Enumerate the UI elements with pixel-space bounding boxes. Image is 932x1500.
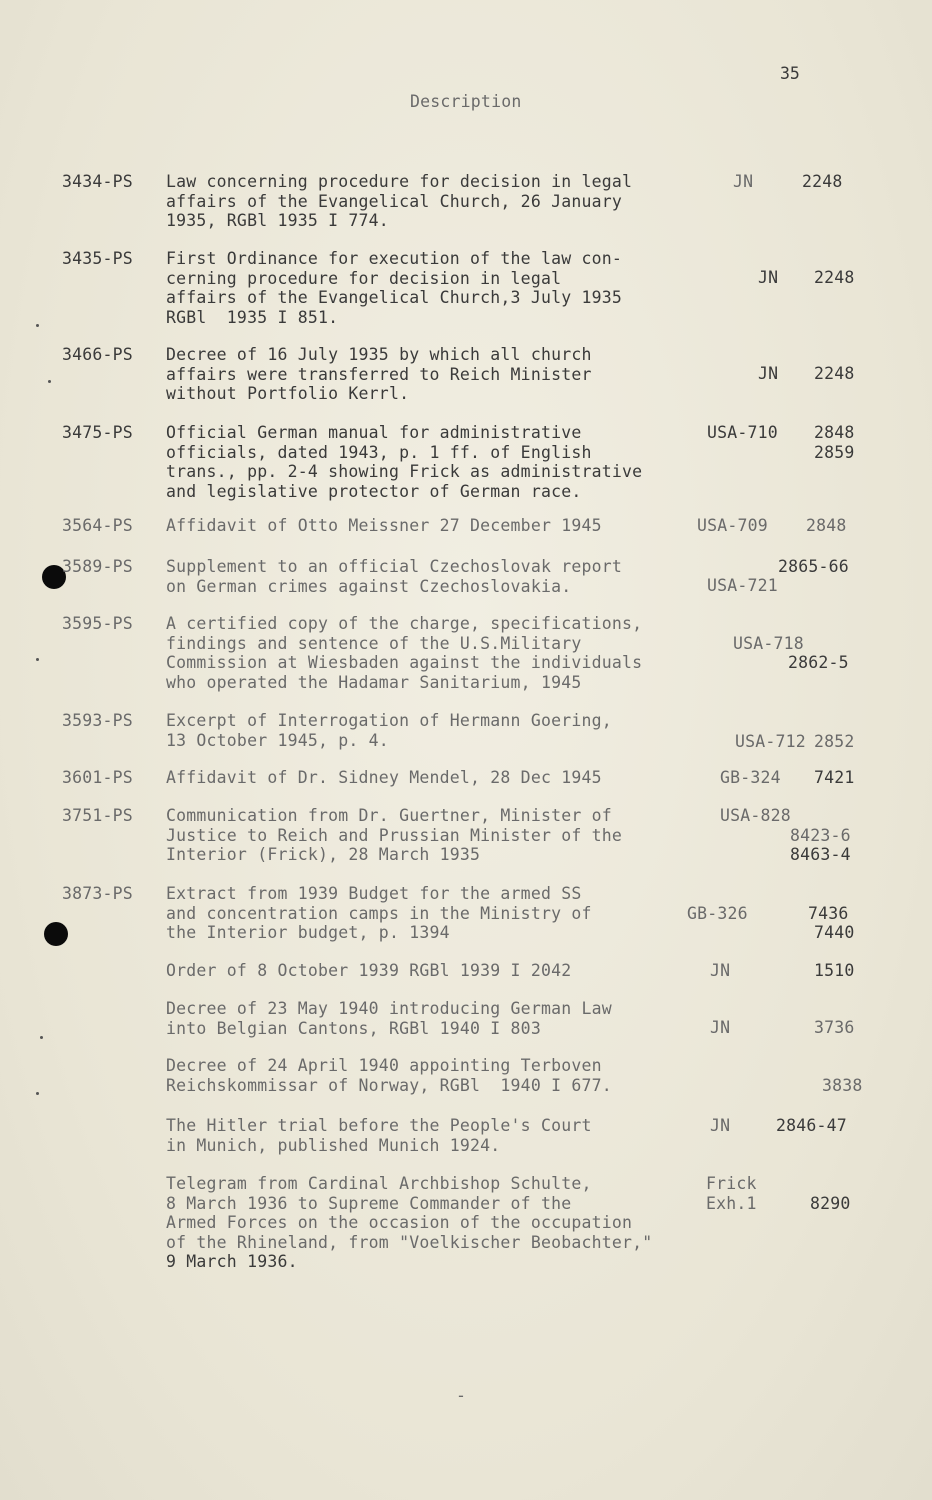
punch-hole-bottom <box>44 922 68 946</box>
entry-code: 3435-PS <box>62 249 133 268</box>
footer-mark: - <box>456 1386 467 1405</box>
entry-code: 3873-PS <box>62 884 133 903</box>
entry-description-line: Interior (Frick), 28 March 1935 <box>166 845 481 864</box>
entry-description-line: Telegram from Cardinal Archbishop Schulte, <box>166 1174 592 1193</box>
entry-exhibit: JN <box>710 1018 731 1037</box>
entry-exhibit: JN <box>710 1116 731 1135</box>
entry-exhibit: JN <box>758 268 779 287</box>
margin-mark <box>36 1092 39 1095</box>
entry-description-line: who operated the Hadamar Sanitarium, 1945 <box>166 672 582 692</box>
entry-pages: 2865-66 <box>778 557 849 576</box>
entry-code: 3595-PS <box>62 614 133 633</box>
entry-description-line: Armed Forces on the occasion of the occupation <box>166 1213 633 1232</box>
entry-exhibit: GB-324 <box>720 768 781 787</box>
entry-description-line: Affidavit of Dr. Sidney Mendel, 28 Dec 1945 <box>166 768 602 787</box>
entry-description-line: Commission at Wiesbaden against the individuals <box>166 653 643 672</box>
entry-description-line: Justice to Reich and Prussian Minister of the <box>166 825 623 845</box>
entry-pages: 2248 <box>802 172 843 191</box>
entry-description-line: Communication from Dr. Guertner, Minister of <box>166 806 612 825</box>
page-title: Description <box>410 92 522 111</box>
entry-description-line: 9 March 1936. <box>166 1252 298 1271</box>
entry-exhibit: JN <box>733 172 754 191</box>
entry-pages: 8290 <box>810 1193 851 1213</box>
entry-exhibit: JN <box>710 961 731 980</box>
entry-description-line: Order of 8 October 1939 RGBl 1939 I 2042 <box>166 961 572 980</box>
margin-mark <box>40 1036 43 1039</box>
entry-description-line: 1935, RGBl 1935 I 774. <box>166 211 389 230</box>
entry-description-line: Law concerning procedure for decision in legal <box>166 172 633 191</box>
entry-pages: 8463-4 <box>790 845 851 864</box>
entry-description-line: and legislative protector of German race. <box>166 481 582 501</box>
entry-description-line: Extract from 1939 Budget for the armed SS <box>166 884 582 903</box>
entry-description-line: A certified copy of the charge, specifications, <box>166 614 643 633</box>
entry-pages: 3838 <box>822 1076 863 1095</box>
entry-description-line: First Ordinance for execution of the law con- <box>166 249 623 268</box>
entry-exhibit: USA-710 <box>707 423 778 442</box>
entry-pages: 2848 <box>806 516 847 535</box>
entry-code: 3475-PS <box>62 423 133 442</box>
entry-description-line: Affidavit of Otto Meissner 27 December 1945 <box>166 516 602 535</box>
entry-exhibit: USA-709 <box>697 516 768 535</box>
entry-exhibit: Frick <box>706 1174 757 1193</box>
entry-description-line: Decree of 23 May 1940 introducing German Law <box>166 999 612 1018</box>
entry-pages: 2248 <box>814 364 855 383</box>
entry-description-line: on German crimes against Czechoslovakia. <box>166 576 572 596</box>
entry-code: 3434-PS <box>62 172 133 191</box>
entry-description-line: into Belgian Cantons, RGBl 1940 I 803 <box>166 1018 541 1038</box>
entry-code: 3601-PS <box>62 768 133 787</box>
entry-pages: 3736 <box>814 1018 855 1037</box>
entry-code: 3589-PS <box>62 557 133 576</box>
entry-description-line: Excerpt of Interrogation of Hermann Goering, <box>166 711 612 730</box>
entry-description-line: in Munich, published Munich 1924. <box>166 1135 501 1155</box>
entry-pages: 2848 <box>814 423 855 442</box>
entry-description-line: the Interior budget, p. 1394 <box>166 923 450 942</box>
entry-pages: 2248 <box>814 268 855 287</box>
entry-description-line: affairs of the Evangelical Church, 26 January <box>166 191 623 211</box>
entry-pages: 2862-5 <box>788 653 849 672</box>
entry-pages: 1510 <box>814 961 855 980</box>
entry-description-line: affairs of the Evangelical Church,3 July 1935 <box>166 288 623 307</box>
entry-description-line: without Portfolio Kerrl. <box>166 384 410 403</box>
margin-mark <box>36 658 39 661</box>
page-number: 35 <box>780 64 800 83</box>
entry-code: 3751-PS <box>62 806 133 825</box>
entry-code: 3564-PS <box>62 516 133 535</box>
entry-description-line: affairs were transferred to Reich Minister <box>166 364 592 384</box>
entry-description-line: Supplement to an official Czechoslovak report <box>166 557 623 576</box>
entry-description-line: 8 March 1936 to Supreme Commander of the <box>166 1193 572 1213</box>
entry-pages: 8423-6 <box>790 825 851 845</box>
entry-pages: 2859 <box>814 442 855 462</box>
entry-exhibit: USA-721 <box>707 576 778 595</box>
entry-description-line: Decree of 24 April 1940 appointing Terboven <box>166 1056 602 1075</box>
entry-description-line: Official German manual for administrative <box>166 423 582 442</box>
entry-description-line: The Hitler trial before the People's Court <box>166 1116 592 1135</box>
entry-pages: 7421 <box>814 768 855 787</box>
entry-description-line: cerning procedure for decision in legal <box>166 268 562 288</box>
entry-exhibit: USA-712 <box>735 732 806 751</box>
entry-code: 3593-PS <box>62 711 133 730</box>
entry-exhibit: USA-828 <box>720 806 791 825</box>
entry-pages: 2846-47 <box>776 1116 847 1135</box>
entry-description-line: of the Rhineland, from "Voelkischer Beobachter," <box>166 1232 653 1252</box>
entry-exhibit: GB-326 <box>687 903 748 923</box>
entry-code: 3466-PS <box>62 345 133 364</box>
entry-exhibit: JN <box>758 364 779 383</box>
entry-pages: 7436 <box>808 903 849 923</box>
margin-mark <box>48 380 51 383</box>
entry-description-line: 13 October 1945, p. 4. <box>166 730 389 750</box>
entry-description-line: officials, dated 1943, p. 1 ff. of English <box>166 442 592 462</box>
entry-description-line: RGBl 1935 I 851. <box>166 307 339 327</box>
entry-description-line: Reichskommissar of Norway, RGBl 1940 I 677. <box>166 1075 612 1095</box>
entry-description-line: findings and sentence of the U.S.Military <box>166 633 582 653</box>
margin-mark <box>36 324 39 327</box>
entry-exhibit: USA-718 <box>733 634 804 653</box>
entry-exhibit: Exh.1 <box>706 1193 757 1213</box>
entry-pages: 2852 <box>814 732 855 751</box>
entry-description-line: and concentration camps in the Ministry of <box>166 903 592 923</box>
entry-description-line: trans., pp. 2-4 showing Frick as administrative <box>166 462 643 481</box>
entry-description-line: Decree of 16 July 1935 by which all church <box>166 345 592 364</box>
entry-pages: 7440 <box>814 923 855 942</box>
